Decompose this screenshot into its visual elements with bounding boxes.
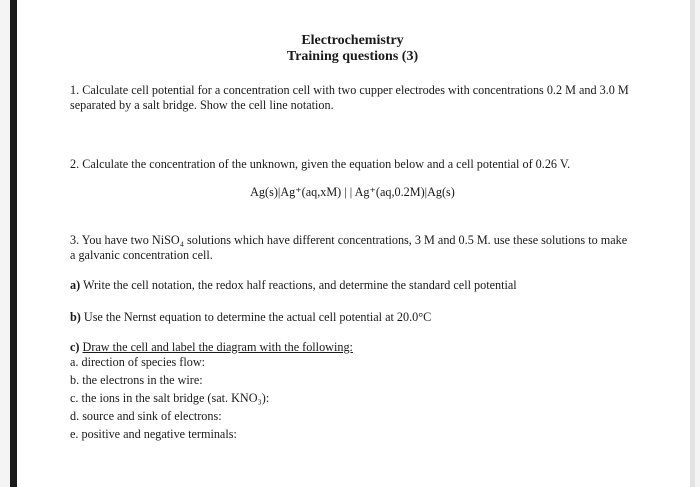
question-3a-label: a) [70, 278, 81, 292]
question-3b [70, 310, 431, 325]
question-3a [70, 278, 517, 293]
question-3-line-2: a galvanic concentration cell. [70, 248, 213, 262]
question-2-equation: Ag(s)|Ag⁺(aq,xM) | | Ag⁺(aq,0.2M)|Ag(s) [250, 185, 455, 199]
question-1-line-2: separated by a salt bridge. Show the cell line notation. [70, 98, 334, 112]
question-3c [70, 340, 353, 355]
document-title: Electrochemistry [301, 33, 404, 48]
question-3c-item-d: d. source and sink of electrons: [70, 409, 222, 423]
document-page [10, 0, 695, 487]
question-2-line-1: 2. Calculate the concentration of the unknown, given the equation below and a cell potential of 0.26 V. [70, 157, 571, 171]
question-3b-label: b) [70, 310, 81, 324]
question-3c-item-c: c. the ions in the salt bridge (sat. KNO₃): [70, 391, 270, 405]
document-subtitle: Training questions (3) [286, 49, 419, 64]
question-1-line-1: 1. Calculate cell potential for a concentration cell with two cupper electrodes with concentrations 0.2 M and 3.0 M [70, 83, 629, 97]
question-3b-text: Use the Nernst equation to determine the actual cell potential at 20.0°C [80, 310, 432, 324]
question-3c-label: c) [70, 340, 80, 354]
question-3c-item-a: a. direction of species flow: [70, 355, 206, 369]
left-border [10, 0, 17, 487]
right-border [690, 0, 695, 487]
question-3c-item-e: e. positive and negative terminals: [70, 427, 237, 441]
question-3c-item-b: b. the electrons in the wire: [70, 373, 203, 387]
question-3a-text: Write the cell notation, the redox half reactions, and determine the standard cell potential [80, 278, 517, 292]
question-3-line-1: 3. You have two NiSO₄ solutions which have different concentrations, 3 M and 0.5 M. use these solutions to make [70, 233, 628, 247]
question-3c-text: Draw the cell and label the diagram with the following: [82, 340, 353, 354]
